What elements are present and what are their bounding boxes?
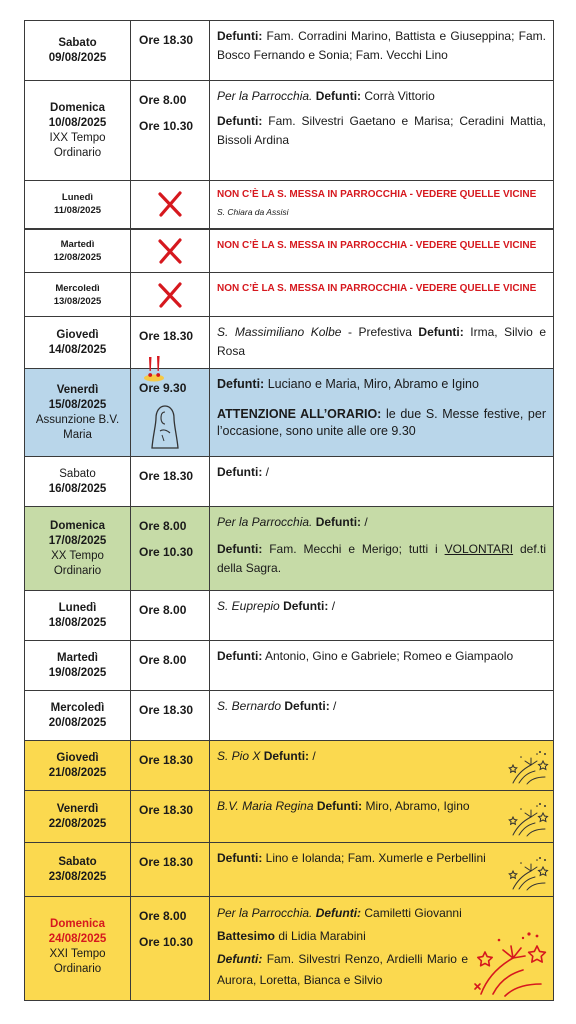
mass-time: Ore 8.00 bbox=[139, 603, 187, 617]
day-date: 09/08/2025 bbox=[48, 51, 107, 64]
schedule-row bbox=[25, 843, 554, 897]
schedule-row bbox=[25, 457, 554, 507]
battesimo-text: di Lidia Marabini bbox=[275, 929, 366, 943]
liturgical-note: Assunzione B.V. bbox=[35, 413, 120, 426]
intentions-text: Lino e Iolanda; Fam. Xumerle e Perbellini bbox=[262, 851, 486, 865]
intentions-cell bbox=[210, 741, 554, 791]
intentions-text: Miro, Abramo, Igino bbox=[362, 799, 470, 813]
time-cell bbox=[131, 21, 210, 81]
intentions-cell bbox=[210, 369, 554, 457]
defunti-label: Defunti: bbox=[217, 851, 263, 865]
day-cell bbox=[25, 591, 131, 641]
day-date: 11/08/2025 bbox=[53, 205, 102, 217]
intentions-cell bbox=[210, 317, 554, 369]
time-cell bbox=[131, 229, 210, 273]
day-name: Sabato bbox=[58, 855, 97, 868]
cancel-x-icon bbox=[155, 280, 185, 310]
defunti-label: Defunti: bbox=[316, 799, 363, 813]
intentions-cell bbox=[210, 457, 554, 507]
day-name: Lunedì bbox=[61, 192, 94, 204]
intentions-cell bbox=[210, 21, 554, 81]
mass-time: Ore 9.30 bbox=[139, 381, 187, 395]
schedule-row bbox=[25, 691, 554, 741]
schedule-row bbox=[25, 591, 554, 641]
schedule-row bbox=[25, 317, 554, 369]
schedule-row bbox=[25, 741, 554, 791]
day-name: Sabato bbox=[58, 36, 97, 49]
intentions-cell bbox=[210, 791, 554, 843]
day-date: 15/08/2025 bbox=[48, 398, 107, 411]
time-cell bbox=[131, 81, 210, 181]
defunti-label: Defunti: bbox=[217, 114, 263, 128]
liturgical-note: Ordinario bbox=[53, 146, 102, 159]
intentions-text: Luciano e Maria, Miro, Abramo e Igino bbox=[264, 377, 479, 391]
intentions-text: / bbox=[328, 599, 336, 613]
saint-of-day: S. Euprepio bbox=[217, 599, 280, 613]
intention-note: Per la Parrocchia. bbox=[217, 906, 313, 920]
day-cell bbox=[25, 843, 131, 897]
day-name: Mercoledì bbox=[55, 282, 100, 294]
day-cell bbox=[25, 691, 131, 741]
intentions-cell bbox=[210, 81, 554, 181]
firework-icon bbox=[471, 928, 551, 998]
day-cell bbox=[25, 897, 131, 1001]
volontari-text: VOLONTARI bbox=[444, 542, 514, 556]
intentions-text: / bbox=[329, 699, 337, 713]
defunti-label: Defunti: bbox=[217, 377, 265, 391]
defunti-label: Defunti: bbox=[263, 749, 310, 763]
intentions-text: Antonio, Gino e Gabriele; Romeo e Giampaolo bbox=[262, 649, 514, 663]
defunti-label: Defunti: bbox=[217, 649, 263, 663]
saint-of-day: S. Massimiliano Kolbe bbox=[217, 325, 342, 339]
day-date: 22/08/2025 bbox=[48, 817, 107, 830]
day-name: Sabato bbox=[59, 467, 96, 480]
intentions-cell bbox=[210, 843, 554, 897]
defunti-label: Defunti: bbox=[315, 906, 362, 920]
day-date: 18/08/2025 bbox=[48, 616, 107, 629]
day-date: 16/08/2025 bbox=[48, 482, 107, 495]
day-date: 13/08/2025 bbox=[53, 295, 102, 307]
mass-time: Ore 8.00 bbox=[139, 93, 187, 107]
attention-label: ATTENZIONE ALL’ORARIO: bbox=[217, 407, 382, 421]
day-name: Martedì bbox=[60, 238, 95, 250]
intentions-text: / bbox=[361, 515, 368, 529]
defunti-label: Defunti: bbox=[315, 515, 362, 529]
intentions-cell bbox=[210, 229, 554, 273]
intention-note: - Prefestiva bbox=[341, 325, 419, 339]
mass-time: Ore 18.30 bbox=[139, 753, 194, 767]
intentions-text: Corrà Vittorio bbox=[361, 89, 435, 103]
intentions-text: def.ti della Sagra. bbox=[217, 542, 546, 575]
intentions-text: Fam. Silvestri Gaetano e Marisa; Ceradini Mattia, Bissoli Ardina bbox=[217, 114, 546, 147]
mass-time: Ore 8.00 bbox=[139, 653, 187, 667]
mass-time: Ore 8.00 bbox=[139, 519, 187, 533]
day-cell bbox=[25, 369, 131, 457]
madonna-icon bbox=[149, 403, 181, 451]
day-cell bbox=[25, 741, 131, 791]
saint-of-day: B.V. Maria Regina bbox=[217, 799, 314, 813]
day-name: Domenica bbox=[50, 519, 105, 532]
exclamation-icon bbox=[141, 355, 167, 383]
day-cell bbox=[25, 229, 131, 273]
time-cell bbox=[131, 691, 210, 741]
cancel-x-icon bbox=[155, 189, 185, 219]
intentions-cell bbox=[210, 273, 554, 317]
battesimo-label: Battesimo bbox=[217, 929, 276, 943]
day-date: 12/08/2025 bbox=[53, 251, 102, 263]
defunti-label: Defunti: bbox=[283, 599, 329, 613]
intention-note: Per la Parrocchia. bbox=[217, 89, 313, 103]
defunti-label: Defunti: bbox=[418, 325, 464, 339]
mass-time: Ore 10.30 bbox=[139, 935, 194, 949]
day-date: 10/08/2025 bbox=[48, 116, 107, 129]
schedule-row bbox=[25, 791, 554, 843]
liturgical-note: XX Tempo bbox=[51, 549, 104, 562]
schedule-row bbox=[25, 21, 554, 81]
time-cell bbox=[131, 641, 210, 691]
liturgical-note: Maria bbox=[63, 428, 92, 441]
time-cell bbox=[131, 843, 210, 897]
day-name: Venerdì bbox=[56, 802, 99, 815]
intentions-cell bbox=[210, 507, 554, 591]
liturgical-note: Ordinario bbox=[53, 564, 102, 577]
time-cell bbox=[131, 181, 210, 229]
schedule-row bbox=[25, 507, 554, 591]
day-cell bbox=[25, 81, 131, 181]
saint-of-day: S. Chiara da Assisi bbox=[217, 207, 289, 217]
day-name: Domenica bbox=[50, 101, 105, 114]
time-cell bbox=[131, 741, 210, 791]
intentions-text: Fam. Silvestri Renzo, Ardielli Mario e Aurora, Loretta, Bianca e Silvio bbox=[217, 952, 468, 987]
day-cell bbox=[25, 791, 131, 843]
time-cell bbox=[131, 507, 210, 591]
intentions-text: Irma, Silvio e Rosa bbox=[217, 325, 547, 358]
time-cell bbox=[131, 591, 210, 641]
schedule-row bbox=[25, 181, 554, 229]
firework-icon bbox=[507, 801, 549, 839]
schedule-row bbox=[25, 897, 554, 1001]
cancel-x-icon bbox=[155, 236, 185, 266]
day-name: Domenica bbox=[50, 918, 105, 930]
schedule-row bbox=[25, 81, 554, 181]
day-date: 21/08/2025 bbox=[48, 766, 107, 779]
day-name: Giovedì bbox=[56, 328, 99, 341]
liturgical-note: XXI Tempo bbox=[49, 948, 106, 960]
mass-time: Ore 10.30 bbox=[139, 119, 194, 133]
intention-note: Per la Parrocchia. bbox=[217, 515, 313, 529]
mass-schedule-table bbox=[24, 20, 554, 1001]
day-cell bbox=[25, 317, 131, 369]
mass-time: Ore 18.30 bbox=[139, 803, 194, 817]
defunti-label: Defunti: bbox=[217, 465, 263, 479]
day-name: Mercoledì bbox=[50, 701, 105, 714]
mass-time: Ore 10.30 bbox=[139, 545, 194, 559]
liturgical-note: Ordinario bbox=[53, 963, 102, 975]
time-cell bbox=[131, 273, 210, 317]
firework-icon bbox=[507, 749, 549, 787]
intentions-text: Fam. Corradini Marino, Battista e Giuseppina; Fam. Bosco Fernando e Sonia; Fam. Vecchi Lino bbox=[217, 29, 546, 62]
time-cell bbox=[131, 897, 210, 1001]
day-cell bbox=[25, 457, 131, 507]
day-name: Martedì bbox=[57, 651, 98, 664]
day-date: 20/08/2025 bbox=[48, 716, 107, 729]
intentions-cell bbox=[210, 641, 554, 691]
day-name: Venerdì bbox=[56, 383, 99, 396]
day-date: 17/08/2025 bbox=[48, 534, 107, 547]
mass-time: Ore 8.00 bbox=[139, 909, 187, 923]
day-name: Giovedì bbox=[56, 751, 99, 764]
firework-icon bbox=[507, 855, 549, 893]
defunti-label: Defunti: bbox=[217, 542, 263, 556]
day-name: Lunedì bbox=[58, 601, 97, 614]
day-date: 23/08/2025 bbox=[48, 870, 107, 883]
time-cell bbox=[131, 369, 210, 457]
no-mass-notice: NON C’È LA S. MESSA IN PARROCCHIA - VEDERE QUELLE VICINE bbox=[217, 239, 537, 251]
no-mass-notice: NON C’È LA S. MESSA IN PARROCCHIA - VEDERE QUELLE VICINE bbox=[217, 189, 537, 200]
saint-of-day: S. Bernardo bbox=[217, 699, 282, 713]
schedule-row bbox=[25, 369, 554, 457]
mass-time: Ore 18.30 bbox=[139, 855, 194, 869]
intentions-text: / bbox=[262, 465, 269, 479]
mass-time: Ore 18.30 bbox=[139, 33, 194, 47]
liturgical-note: IXX Tempo bbox=[49, 131, 106, 144]
saint-of-day: S. Pio X bbox=[217, 749, 261, 763]
day-date: 19/08/2025 bbox=[48, 666, 107, 679]
attention-text: le due S. Messe festive, per l’occasione, sono unite alle ore 9.30 bbox=[217, 407, 546, 438]
intentions-cell bbox=[210, 691, 554, 741]
intentions-cell bbox=[210, 181, 554, 229]
no-mass-notice: NON C’È LA S. MESSA IN PARROCCHIA - VEDERE QUELLE VICINE bbox=[217, 283, 537, 294]
intentions-text: / bbox=[309, 749, 316, 763]
day-date: 14/08/2025 bbox=[48, 343, 107, 356]
day-date: 24/08/2025 bbox=[48, 933, 107, 945]
defunti-label: Defunti: bbox=[284, 699, 330, 713]
mass-time: Ore 18.30 bbox=[139, 469, 194, 483]
defunti-label: Defunti: bbox=[315, 89, 362, 103]
defunti-label: Defunti: bbox=[217, 29, 263, 43]
day-cell bbox=[25, 181, 131, 229]
schedule-row bbox=[25, 273, 554, 317]
day-cell bbox=[25, 21, 131, 81]
day-cell bbox=[25, 507, 131, 591]
intentions-text: Camiletti Giovanni bbox=[361, 906, 462, 920]
mass-time: Ore 18.30 bbox=[139, 329, 194, 343]
time-cell bbox=[131, 791, 210, 843]
intentions-cell bbox=[210, 897, 554, 1001]
mass-time: Ore 18.30 bbox=[139, 703, 194, 717]
schedule-row bbox=[25, 641, 554, 691]
day-cell bbox=[25, 641, 131, 691]
day-cell bbox=[25, 273, 131, 317]
defunti-label: Defunti: bbox=[217, 952, 263, 966]
time-cell bbox=[131, 457, 210, 507]
schedule-row bbox=[25, 229, 554, 273]
intentions-text: Fam. Mecchi e Merigo; tutti i bbox=[262, 542, 445, 556]
intentions-cell bbox=[210, 591, 554, 641]
